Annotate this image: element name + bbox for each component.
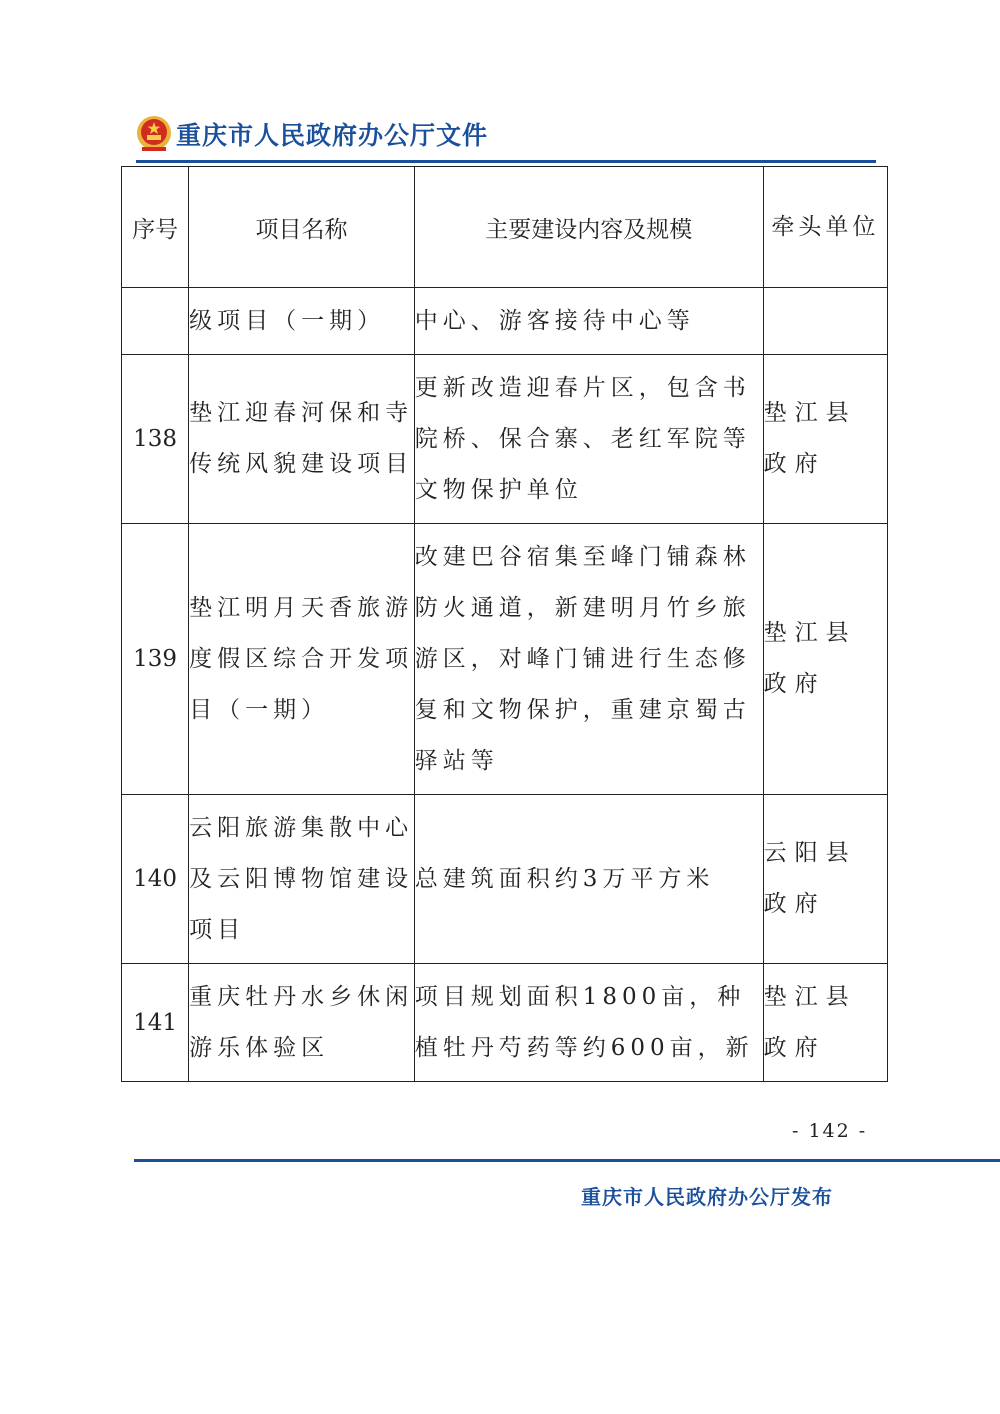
cell-content: 改建巴谷宿集至峰门铺森林防火通道，新建明月竹乡旅游区，对峰门铺进行生态修复和文物保护，重建京蜀古驿站等 [414, 524, 763, 795]
cell-content: 更新改造迎春片区，包含书院桥、保合寨、老红军院等文物保护单位 [414, 355, 763, 524]
table-row [122, 964, 888, 1082]
cell-content: 总建筑面积约3万平方米 [414, 795, 763, 964]
table-row [122, 524, 888, 795]
cell-lead: 垫江县政府 [763, 524, 887, 795]
cell-content: 中心、游客接待中心等 [414, 288, 763, 355]
document-header [136, 110, 488, 158]
cell-name: 垫江迎春河保和寺传统风貌建设项目 [189, 355, 415, 524]
header-cell-name: 项目名称 [189, 167, 415, 288]
header-cell-content: 主要建设内容及规模 [414, 167, 763, 288]
national-emblem-icon [136, 114, 172, 154]
cell-lead: 垫江县政府 [763, 355, 887, 524]
cell-name: 垫江明月天香旅游度假区综合开发项目（一期） [189, 524, 415, 795]
cell-no: 140 [122, 795, 189, 964]
cell-no: 138 [122, 355, 189, 524]
table-row [122, 795, 888, 964]
page-number: - 142 - [792, 1120, 868, 1142]
cell-no: 139 [122, 524, 189, 795]
cell-lead [763, 288, 887, 355]
cell-name: 级项目（一期） [189, 288, 415, 355]
header-title: 重庆市人民政府办公厅文件 [176, 121, 489, 150]
project-table [121, 166, 888, 1082]
footer-divider [134, 1159, 1000, 1162]
cell-name: 重庆牡丹水乡休闲游乐体验区 [189, 964, 415, 1082]
table-row [122, 288, 888, 355]
cell-content: 项目规划面积1800亩，种植牡丹芍药等约600亩，新 [414, 964, 763, 1082]
cell-name: 云阳旅游集散中心及云阳博物馆建设项目 [189, 795, 415, 964]
cell-no: 141 [122, 964, 189, 1082]
header-cell-no: 序号 [122, 167, 189, 288]
table-row [122, 355, 888, 524]
header-divider [136, 160, 876, 163]
cell-no [122, 288, 189, 355]
footer-publisher: 重庆市人民政府办公厅发布 [581, 1185, 833, 1209]
header-cell-lead: 牵头单位 [763, 167, 887, 288]
cell-lead: 垫江县政府 [763, 964, 887, 1082]
cell-lead: 云阳县政府 [763, 795, 887, 964]
table-header-row [122, 167, 888, 288]
